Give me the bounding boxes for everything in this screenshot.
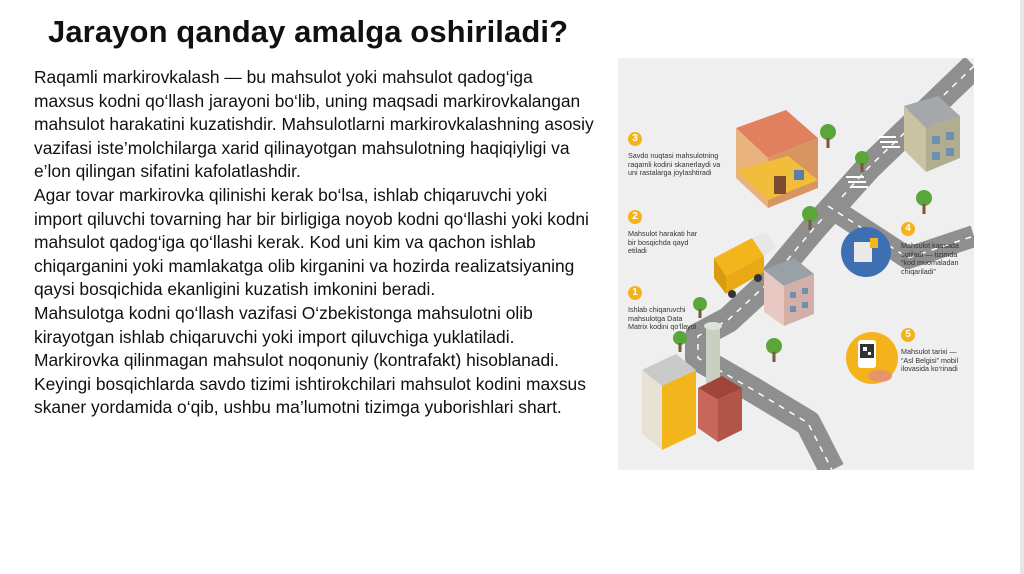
step-5-text: Mahsulot tarixi — “Asl Belgisi” mobil ilovasida ko‘rinadi — [901, 347, 959, 374]
body-text — [34, 66, 594, 420]
step-5-badge: 5 — [901, 328, 915, 342]
slide-edge — [1020, 0, 1024, 574]
step-2-badge: 2 — [628, 210, 642, 224]
paragraph-3: Mahsulotga kodni qo‘llash vazifasi O‘zbekistonga mahsulotni olib kirayotgan ishlab chiqaruvchi yoki import qiluvchiga yuklatiladi. Markirovka qilinmagan mahsulot noqonuniy (kontrafakt) hisoblanadi. Keyingi bosqichlarda savdo tizimi ishtirokchilari mahsulot kodini maxsus skaner yordamida o‘qib, ushbu ma’lumotni tizimga yuborishlari shart. — [34, 302, 586, 418]
office-building — [764, 258, 814, 326]
labeling-process-infographic — [618, 58, 974, 470]
step-3-text: Savdo nuqtasi mahsulotning raqamli kodini skanerlaydi va uni rastalarga joylashtiradi — [628, 151, 721, 178]
paragraph-1: Raqamli markirovkalash — bu mahsulot yoki mahsulot qadog‘iga maxsus kodni qo‘llash jarayoni bo‘lib, uning maqsadi markirovkalangan mahsulot harakatini kuzatishdir. Mahsulotlarni markirovkalashning asosiy vazifasi iste’molchilarga xarid qilinayotgan mahsulotning haqiqiyligi va e’lon qilingan sifatini kafolatlashdir. — [34, 67, 594, 182]
paragraph-2: Agar tovar markirovka qilinishi kerak bo‘lsa, ishlab chiqaruvchi yoki import qiluvchi tovarning har bir birligiga noyob kodni qo‘llashi yoki kodni mahsulot qadog‘iga qo‘llashi kerak. Kod uni kim va qachon ishlab chiqarganini yoki mamlakatga olib kirganini va hozirda realizatsiyaning qaysi bosqichida ekanligini kuzatish imkonini beradi. — [34, 184, 589, 300]
shop-building — [736, 110, 818, 208]
slide-title: Jarayon qanday amalga oshiriladi? — [48, 14, 569, 49]
step-2-text: Mahsulot harakati har bir bosqichda qayd etiladi — [628, 229, 698, 256]
step-3-badge: 3 — [628, 132, 642, 146]
phone-circle-icon — [846, 332, 898, 384]
step-4-badge: 4 — [901, 222, 915, 236]
step-1-badge: 1 — [628, 286, 642, 300]
step-1-text: Ishlab chiqaruvchi mahsulotga Data Matrix kodini qo‘llaydi — [628, 305, 697, 332]
apartment-building — [904, 96, 960, 172]
scanner-circle-icon — [841, 227, 891, 277]
step-4-text: Mahsulot kassada sotiladi — tizimda “kod muomaladan chiqariladi” — [901, 241, 959, 276]
